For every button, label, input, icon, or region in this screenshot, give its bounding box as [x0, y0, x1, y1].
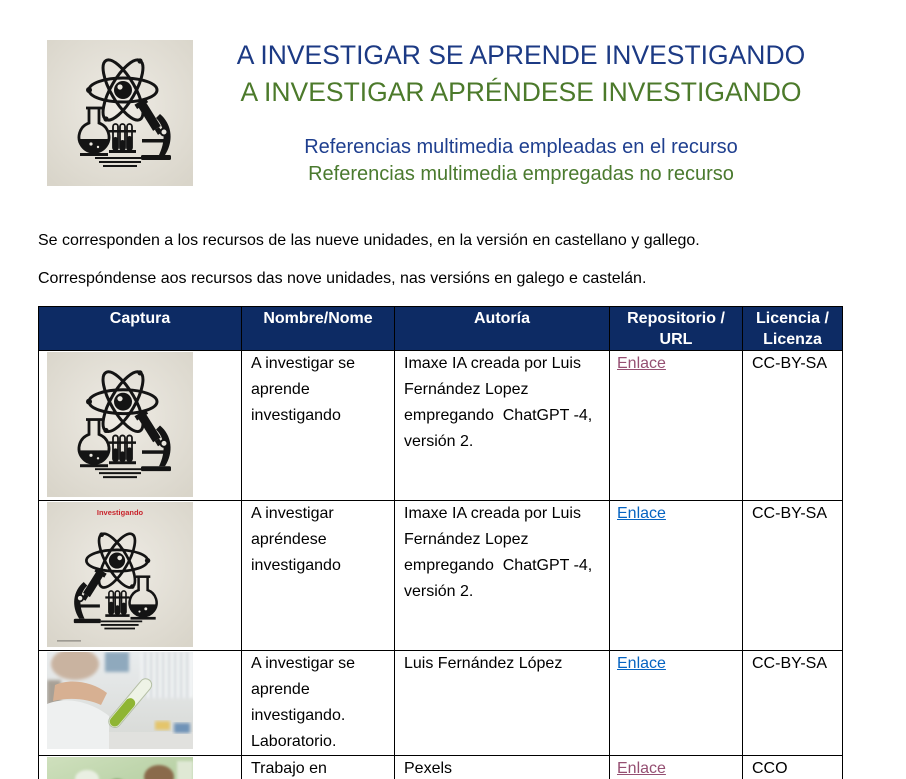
references-table	[38, 306, 843, 779]
table-row	[39, 351, 843, 501]
cell-name	[242, 651, 395, 756]
photo-thumbnail	[47, 757, 193, 779]
image-title-text: Investigando	[96, 507, 144, 517]
column-header-capture	[39, 307, 242, 351]
table-row	[39, 501, 843, 651]
cell-license	[743, 756, 843, 779]
cell-name	[242, 351, 395, 501]
author-line: empregando ChatGPT -4,	[404, 407, 593, 424]
name-line: A investigar se	[251, 355, 356, 372]
column-header-label: Captura	[109, 310, 171, 327]
license-value: CCO	[752, 760, 788, 777]
cell-name	[242, 501, 395, 651]
page-title-gl: A INVESTIGAR APRÉNDESE INVESTIGANDO	[240, 77, 802, 107]
author-line: Imaxe IA creada por Luis	[404, 505, 581, 522]
author-line: versión 2.	[404, 433, 474, 450]
author-line: Pexels	[404, 760, 453, 777]
resource-link[interactable]: Enlace	[617, 760, 666, 777]
page-subtitle-gl: Referencias multimedia empregadas no recurso	[308, 163, 734, 185]
author-line: Imaxe IA creada por Luis	[404, 355, 581, 372]
page-subtitle-es: Referencias multimedia empleadas en el recurso	[304, 136, 738, 158]
cell-repository	[610, 651, 743, 756]
column-header-label: Nombre/Nome	[263, 310, 373, 327]
name-line: aprende	[251, 681, 310, 698]
name-line: aprende	[251, 381, 310, 398]
page-title-es: A INVESTIGAR SE APRENDE INVESTIGANDO	[236, 40, 806, 70]
image-caption-mark	[57, 640, 81, 642]
lab-bench	[109, 732, 193, 749]
table-row	[39, 651, 843, 756]
cell-author	[395, 756, 610, 779]
science-logo-icon	[47, 40, 193, 186]
table-row	[39, 756, 843, 779]
cell-repository	[610, 756, 743, 779]
cell-capture	[39, 501, 242, 651]
license-value: CC-BY-SA	[752, 655, 827, 672]
name-line: investigando	[251, 407, 341, 424]
resource-link[interactable]: Enlace	[617, 355, 666, 372]
cell-license	[743, 351, 843, 501]
cell-name	[242, 756, 395, 779]
resource-link[interactable]: Enlace	[617, 505, 666, 522]
cell-license	[743, 501, 843, 651]
name-line: A investigar se	[251, 655, 356, 672]
cell-author	[395, 501, 610, 651]
table-header-row	[39, 307, 843, 351]
cell-capture	[39, 756, 242, 779]
name-line: investigando.	[251, 707, 346, 724]
author-line: Luis Fernández López	[404, 655, 563, 672]
column-header-label: URL	[659, 331, 693, 348]
lab-item	[174, 723, 190, 733]
column-header-label: Repositorio /	[627, 310, 725, 327]
lab-item	[155, 721, 170, 730]
cell-author	[395, 351, 610, 501]
cell-capture	[39, 351, 242, 501]
cell-repository	[610, 501, 743, 651]
column-header-repository	[610, 307, 743, 351]
license-value: CC-BY-SA	[752, 505, 827, 522]
license-value: CC-BY-SA	[752, 355, 827, 372]
author-line: Fernández Lopez	[404, 531, 529, 548]
author-line: versión 2.	[404, 583, 474, 600]
intro-paragraph-gl: Correspóndense aos recursos das nove unidades, nas versións en galego e castelán.	[38, 270, 647, 287]
name-line: apréndese	[251, 531, 327, 548]
column-header-label: Licenza	[763, 331, 822, 348]
name-line: Trabajo en	[251, 760, 327, 777]
column-header-label: Autoría	[474, 310, 530, 327]
column-header-name	[242, 307, 395, 351]
science-icon-titled	[47, 502, 193, 647]
science-icon	[47, 352, 193, 497]
cell-capture	[39, 651, 242, 756]
cell-repository	[610, 351, 743, 501]
intro-paragraph-es: Se corresponden a los recursos de las nueve unidades, en la versión en castellano y gallego.	[38, 232, 700, 249]
references-table-container	[38, 306, 844, 779]
name-line: investigando	[251, 557, 341, 574]
cell-author	[395, 651, 610, 756]
author-line: empregando ChatGPT -4,	[404, 557, 593, 574]
author-line: Fernández Lopez	[404, 381, 529, 398]
resource-link[interactable]: Enlace	[617, 655, 666, 672]
cell-license	[743, 651, 843, 756]
column-header-author	[395, 307, 610, 351]
column-header-license	[743, 307, 843, 351]
name-line: Laboratorio.	[251, 733, 337, 750]
name-line: A investigar	[251, 505, 334, 522]
laboratory-photo	[47, 652, 193, 749]
column-header-label: Licencia /	[756, 310, 829, 327]
